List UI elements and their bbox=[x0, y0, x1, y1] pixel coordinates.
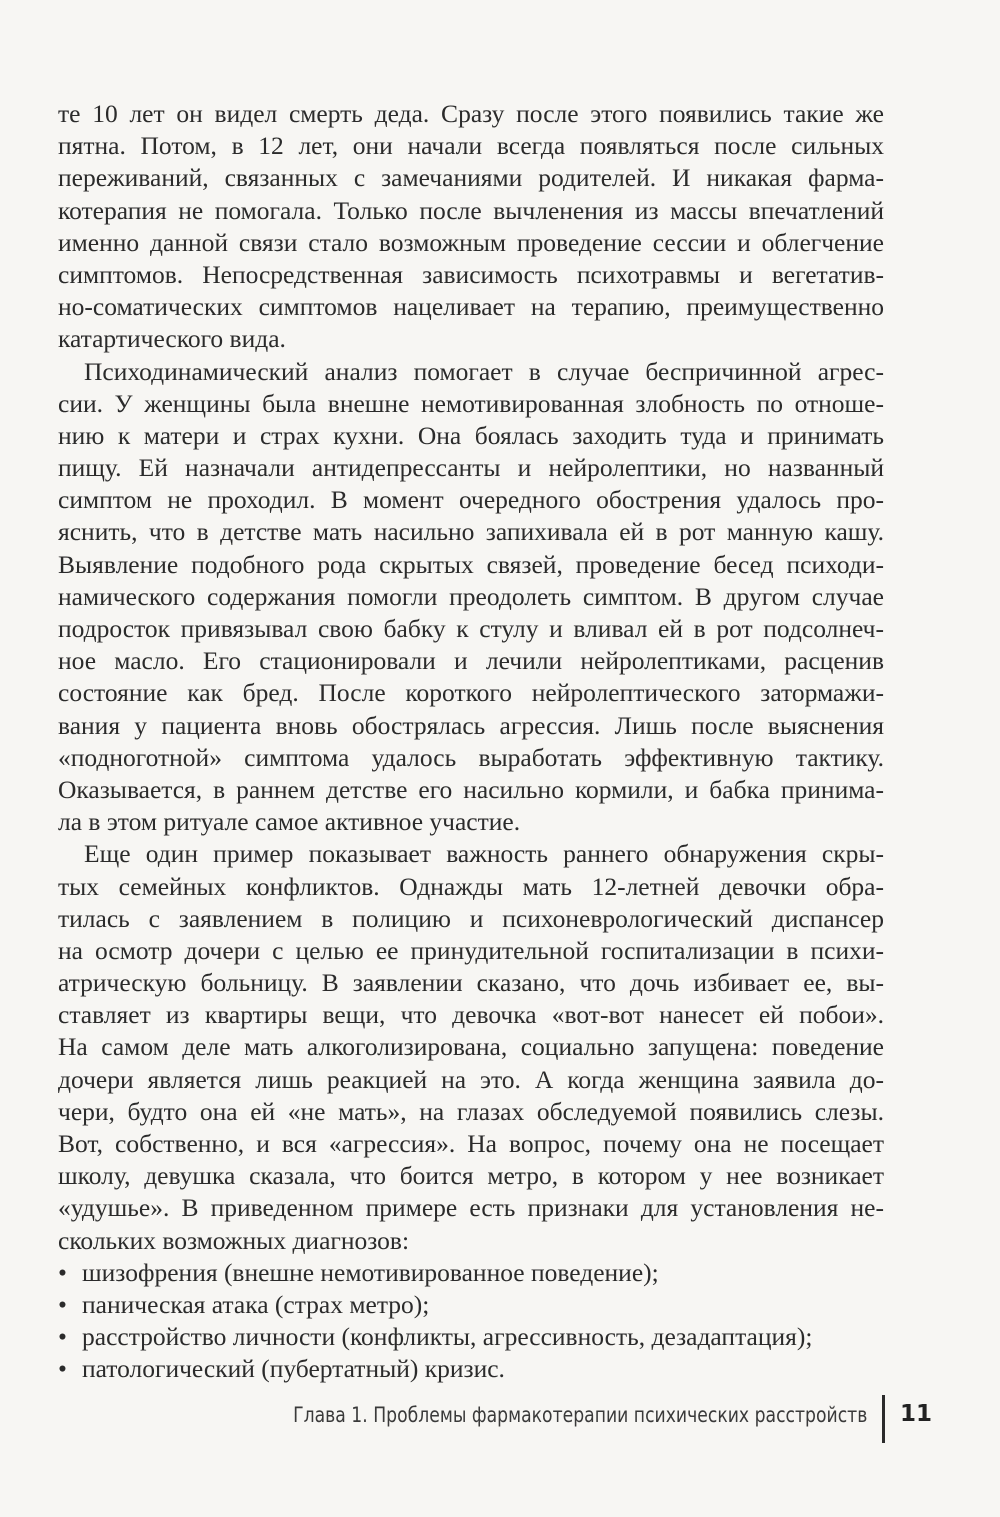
text-line: «удушье». В приведенном примере есть признаки для установления не- bbox=[58, 1193, 884, 1223]
text-line: катартического вида. bbox=[58, 324, 286, 354]
list-item: • расстройство личности (конфликты, агрессивность, дезадаптация); bbox=[58, 1321, 884, 1353]
bullet-icon: • bbox=[58, 1289, 67, 1319]
footer-divider bbox=[882, 1395, 885, 1443]
text-line: тых семейных конфликтов. Однажды мать 12-летней девочки обра- bbox=[58, 871, 884, 901]
text-line: чери, будто она ей «не мать», на глазах обследуемой появились слезы. bbox=[58, 1096, 884, 1126]
page-number: 11 bbox=[900, 1401, 933, 1427]
text-line: скольких возможных диагнозов: bbox=[58, 1225, 410, 1255]
text-line: ла в этом ритуале самое активное участие. bbox=[58, 807, 521, 837]
bullet-icon: • bbox=[58, 1354, 67, 1384]
text-line: переживаний, связанных с замечаниями родителей. И никакая фарма- bbox=[58, 163, 884, 193]
body-text bbox=[58, 98, 884, 1386]
text-line: именно данной связи стало возможным проведение сессии и облегчение bbox=[58, 227, 884, 257]
bullet-icon: • bbox=[58, 1257, 67, 1287]
text-line: на осмотр дочери с целью ее принудительной госпитализации в психи- bbox=[58, 935, 884, 965]
text-line: дочери является лишь реакцией на это. А когда женщина заявила до- bbox=[58, 1064, 884, 1094]
text-line: На самом деле мать алкоголизирована, социально запущена: поведение bbox=[58, 1032, 884, 1062]
text-line: состояние как бред. После короткого нейролептического затормажи- bbox=[58, 678, 884, 708]
text-line-indented: Психодинамический анализ помогает в случае беспричинной агрес- bbox=[84, 356, 884, 386]
text-line: нию к матери и страх кухни. Она боялась заходить туда и принимать bbox=[58, 420, 884, 450]
text-line: Вот, собственно, и вся «агрессия». На вопрос, почему она не посещает bbox=[58, 1129, 884, 1158]
page-footer bbox=[0, 1395, 1000, 1443]
text-line: пищу. Ей назначали антидепрессанты и нейролептики, но названный bbox=[58, 453, 884, 483]
text-line: «подноготной» симптома удалось выработать эффективную тактику. bbox=[58, 742, 884, 772]
list-item: • шизофрения (внешне немотивированное поведение); bbox=[58, 1257, 884, 1289]
text-line: яснить, что в детстве мать насильно запихивала ей в рот манную кашу. bbox=[58, 517, 884, 547]
text-line: те 10 лет он видел смерть деда. Сразу после этого появились такие же bbox=[58, 99, 884, 128]
text-line: пятна. Потом, в 12 лет, они начали всегда появляться после сильных bbox=[58, 131, 884, 161]
text-line: школу, девушка сказала, что боится метро, в котором у нее возникает bbox=[58, 1161, 884, 1191]
list-item: • паническая атака (страх метро); bbox=[58, 1289, 884, 1321]
text-line: ставляет из квартиры вещи, что девочка «вот-вот нанесет ей побои». bbox=[58, 1000, 884, 1030]
text-line: вания у пациента вновь обострялась агрессия. Лишь после выяснения bbox=[58, 710, 884, 740]
text-line: атрическую больницу. В заявлении сказано, что дочь избивает ее, вы- bbox=[58, 968, 884, 998]
chapter-title: Глава 1. Проблемы фармакотерапии психических расстройств bbox=[292, 1403, 867, 1427]
text-line: подросток привязывал свою бабку к стулу и вливал ей в рот подсолнеч- bbox=[58, 614, 884, 643]
text-line: симптом не проходил. В момент очередного обострения удалось про- bbox=[58, 485, 884, 515]
text-line: сии. У женщины была внешне немотивированная злобность по отноше- bbox=[58, 388, 884, 418]
text-line: Выявление подобного рода скрытых связей, проведение бесед психоди- bbox=[58, 549, 884, 579]
text-line: симптомов. Непосредственная зависимость психотравмы и вегетатив- bbox=[58, 259, 884, 289]
bullet-icon: • bbox=[58, 1322, 67, 1352]
list-item: • патологический (пубертатный) кризис. bbox=[58, 1353, 884, 1385]
text-line: но-соматических симптомов нацеливает на терапию, преимущественно bbox=[58, 292, 884, 322]
text-line: котерапия не помогала. Только после вычленения из массы впечатлений bbox=[58, 195, 884, 225]
text-line: ное масло. Его стационировали и лечили нейролептиками, расценив bbox=[58, 646, 884, 676]
text-line: тилась с заявлением в полицию и психоневрологический диспансер bbox=[58, 903, 884, 933]
text-line-indented: Еще один пример показывает важность раннего обнаружения скры- bbox=[84, 839, 884, 869]
text-line: Оказывается, в раннем детстве его насильно кормили, и бабка принима- bbox=[58, 774, 884, 804]
text-line: намического содержания помогли преодолеть симптом. В другом случае bbox=[58, 581, 884, 611]
